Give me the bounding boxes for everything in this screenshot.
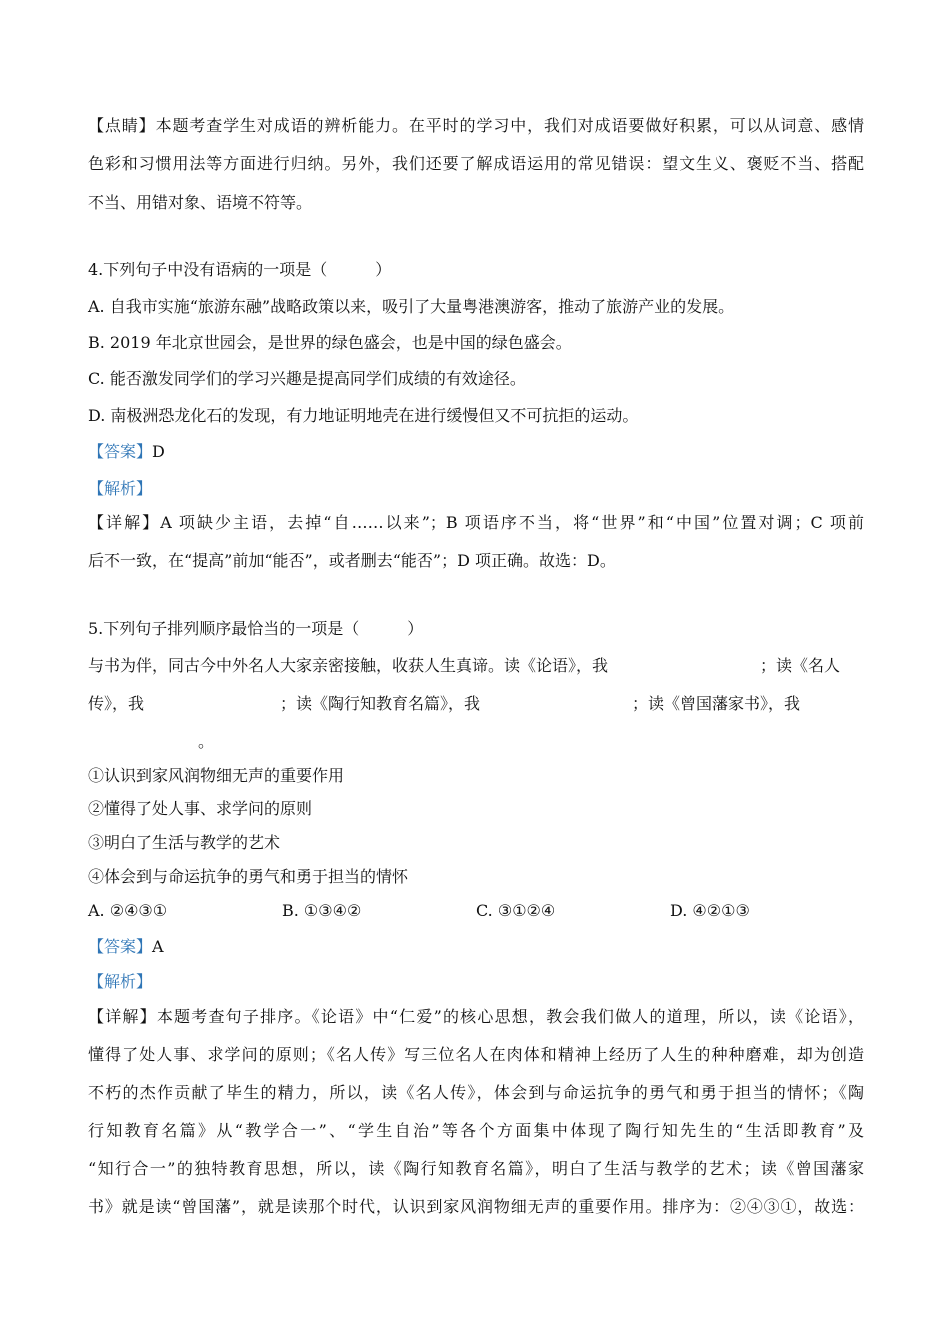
q5-choice-a: A. ②④③①	[88, 901, 168, 920]
q5-detail-line-5: “知行合一”的独特教育思想，所以，读《陶行知教育名篇》，明白了生活与教学的艺术；读《曾国藩家	[88, 1159, 864, 1178]
q5-item-2: ②懂得了处人事、求学问的原则	[88, 799, 313, 818]
q5-passage-2b: ；读《陶行知教育名篇》，我	[280, 694, 481, 713]
q5-passage-2c: ；读《曾国藩家书》，我	[632, 694, 801, 713]
q5-stem: 5.下列句子排列顺序最恰当的一项是（ ）	[88, 619, 424, 638]
q5-detail-tag: 【详解】	[88, 1007, 157, 1026]
dianjing-line-1	[88, 116, 864, 136]
dianjing-text-1: 本题考查学生对成语的辨析能力。在平时的学习中，我们对成语要做好积累，可以从词意、感情	[155, 116, 864, 135]
q5-item-4: ④体会到与命运抗争的勇气和勇于担当的情怀	[88, 867, 409, 886]
q4-option-a: A. 自我市实施“旅游东融”战略政策以来，吸引了大量粤港澳游客，推动了旅游产业的发展。	[88, 297, 735, 316]
q4-option-b: B. 2019 年北京世园会，是世界的绿色盛会，也是中国的绿色盛会。	[88, 333, 572, 352]
q4-detail-text-1: A 项缺少主语，去掉“自……以来”；B 项语序不当，将“世界”和“中国”位置对调；C 项前	[160, 513, 864, 532]
q5-detail-line-1	[88, 1007, 864, 1027]
q4-stem: 4.下列句子中没有语病的一项是（ ）	[88, 260, 392, 279]
q4-detail-line-1	[88, 513, 864, 533]
q5-passage-2a: 传》，我	[88, 694, 145, 713]
q5-detail-text-1: 本题考查句子排序。《论语》中“仁爱”的核心思想，教会我们做人的道理，所以，读《论语》，	[156, 1007, 864, 1026]
q5-choice-b: B. ①③④②	[282, 901, 362, 920]
q4-answer	[88, 442, 165, 462]
q5-answer-value: A	[152, 937, 164, 956]
dianjing-line-3: 不当、用错对象、语境不符等。	[88, 193, 313, 212]
q5-choice-d: D. ④②①③	[670, 901, 750, 920]
q4-detail-tag: 【详解】	[88, 513, 161, 532]
q4-option-c: C. 能否激发同学们的学习兴趣是提高同学们成绩的有效途径。	[88, 369, 526, 388]
q5-passage-3: 。	[198, 732, 215, 751]
q4-option-d: D. 南极洲恐龙化石的发现，有力地证明地壳在进行缓慢但又不可抗拒的运动。	[88, 406, 639, 425]
q4-detail-line-2: 后不一致，在“提高”前加“能否”，或者删去“能否”；D 项正确。故选：D。	[88, 551, 616, 570]
q5-detail-line-4: 行知教育名篇》从“教学合一”、“学生自治”等各个方面集中体现了陶行知先生的“生活即教育”及	[88, 1121, 864, 1140]
q4-analysis-tag: 【解析】	[88, 479, 153, 498]
dianjing-tag: 【点睛】	[88, 116, 156, 135]
q4-answer-value: D	[152, 442, 165, 461]
dianjing-line-2: 色彩和习惯用法等方面进行归纳。另外，我们还要了解成语运用的常见错误：望文生义、褒贬不当、搭配	[88, 154, 864, 173]
q5-item-1: ①认识到家风润物细无声的重要作用	[88, 766, 345, 785]
q5-detail-line-6: 书》就是读“曾国藩”，就是读那个时代，认识到家风润物细无声的重要作用。排序为：②④③①，故选：	[88, 1197, 864, 1216]
q5-item-3: ③明白了生活与教学的艺术	[88, 833, 281, 852]
q5-answer-tag: 【答案】	[88, 937, 153, 956]
q5-detail-line-2: 懂得了处人事、求学问的原则；《名人传》写三位名人在肉体和精神上经历了人生的种种磨难，却为创造	[88, 1045, 864, 1064]
q4-answer-tag: 【答案】	[88, 442, 153, 461]
q5-passage-1a: 与书为伴，同古今中外名人大家亲密接触，收获人生真谛。读《论语》，我	[88, 656, 609, 675]
q5-analysis-tag: 【解析】	[88, 972, 153, 991]
q5-choice-c: C. ③①②④	[476, 901, 556, 920]
q5-passage-1b: ；读《名人	[760, 656, 841, 675]
q5-answer	[88, 937, 164, 957]
q5-detail-line-3: 不朽的杰作贡献了毕生的精力，所以，读《名人传》，体会到与命运抗争的勇气和勇于担当的情怀；《陶	[88, 1083, 864, 1102]
